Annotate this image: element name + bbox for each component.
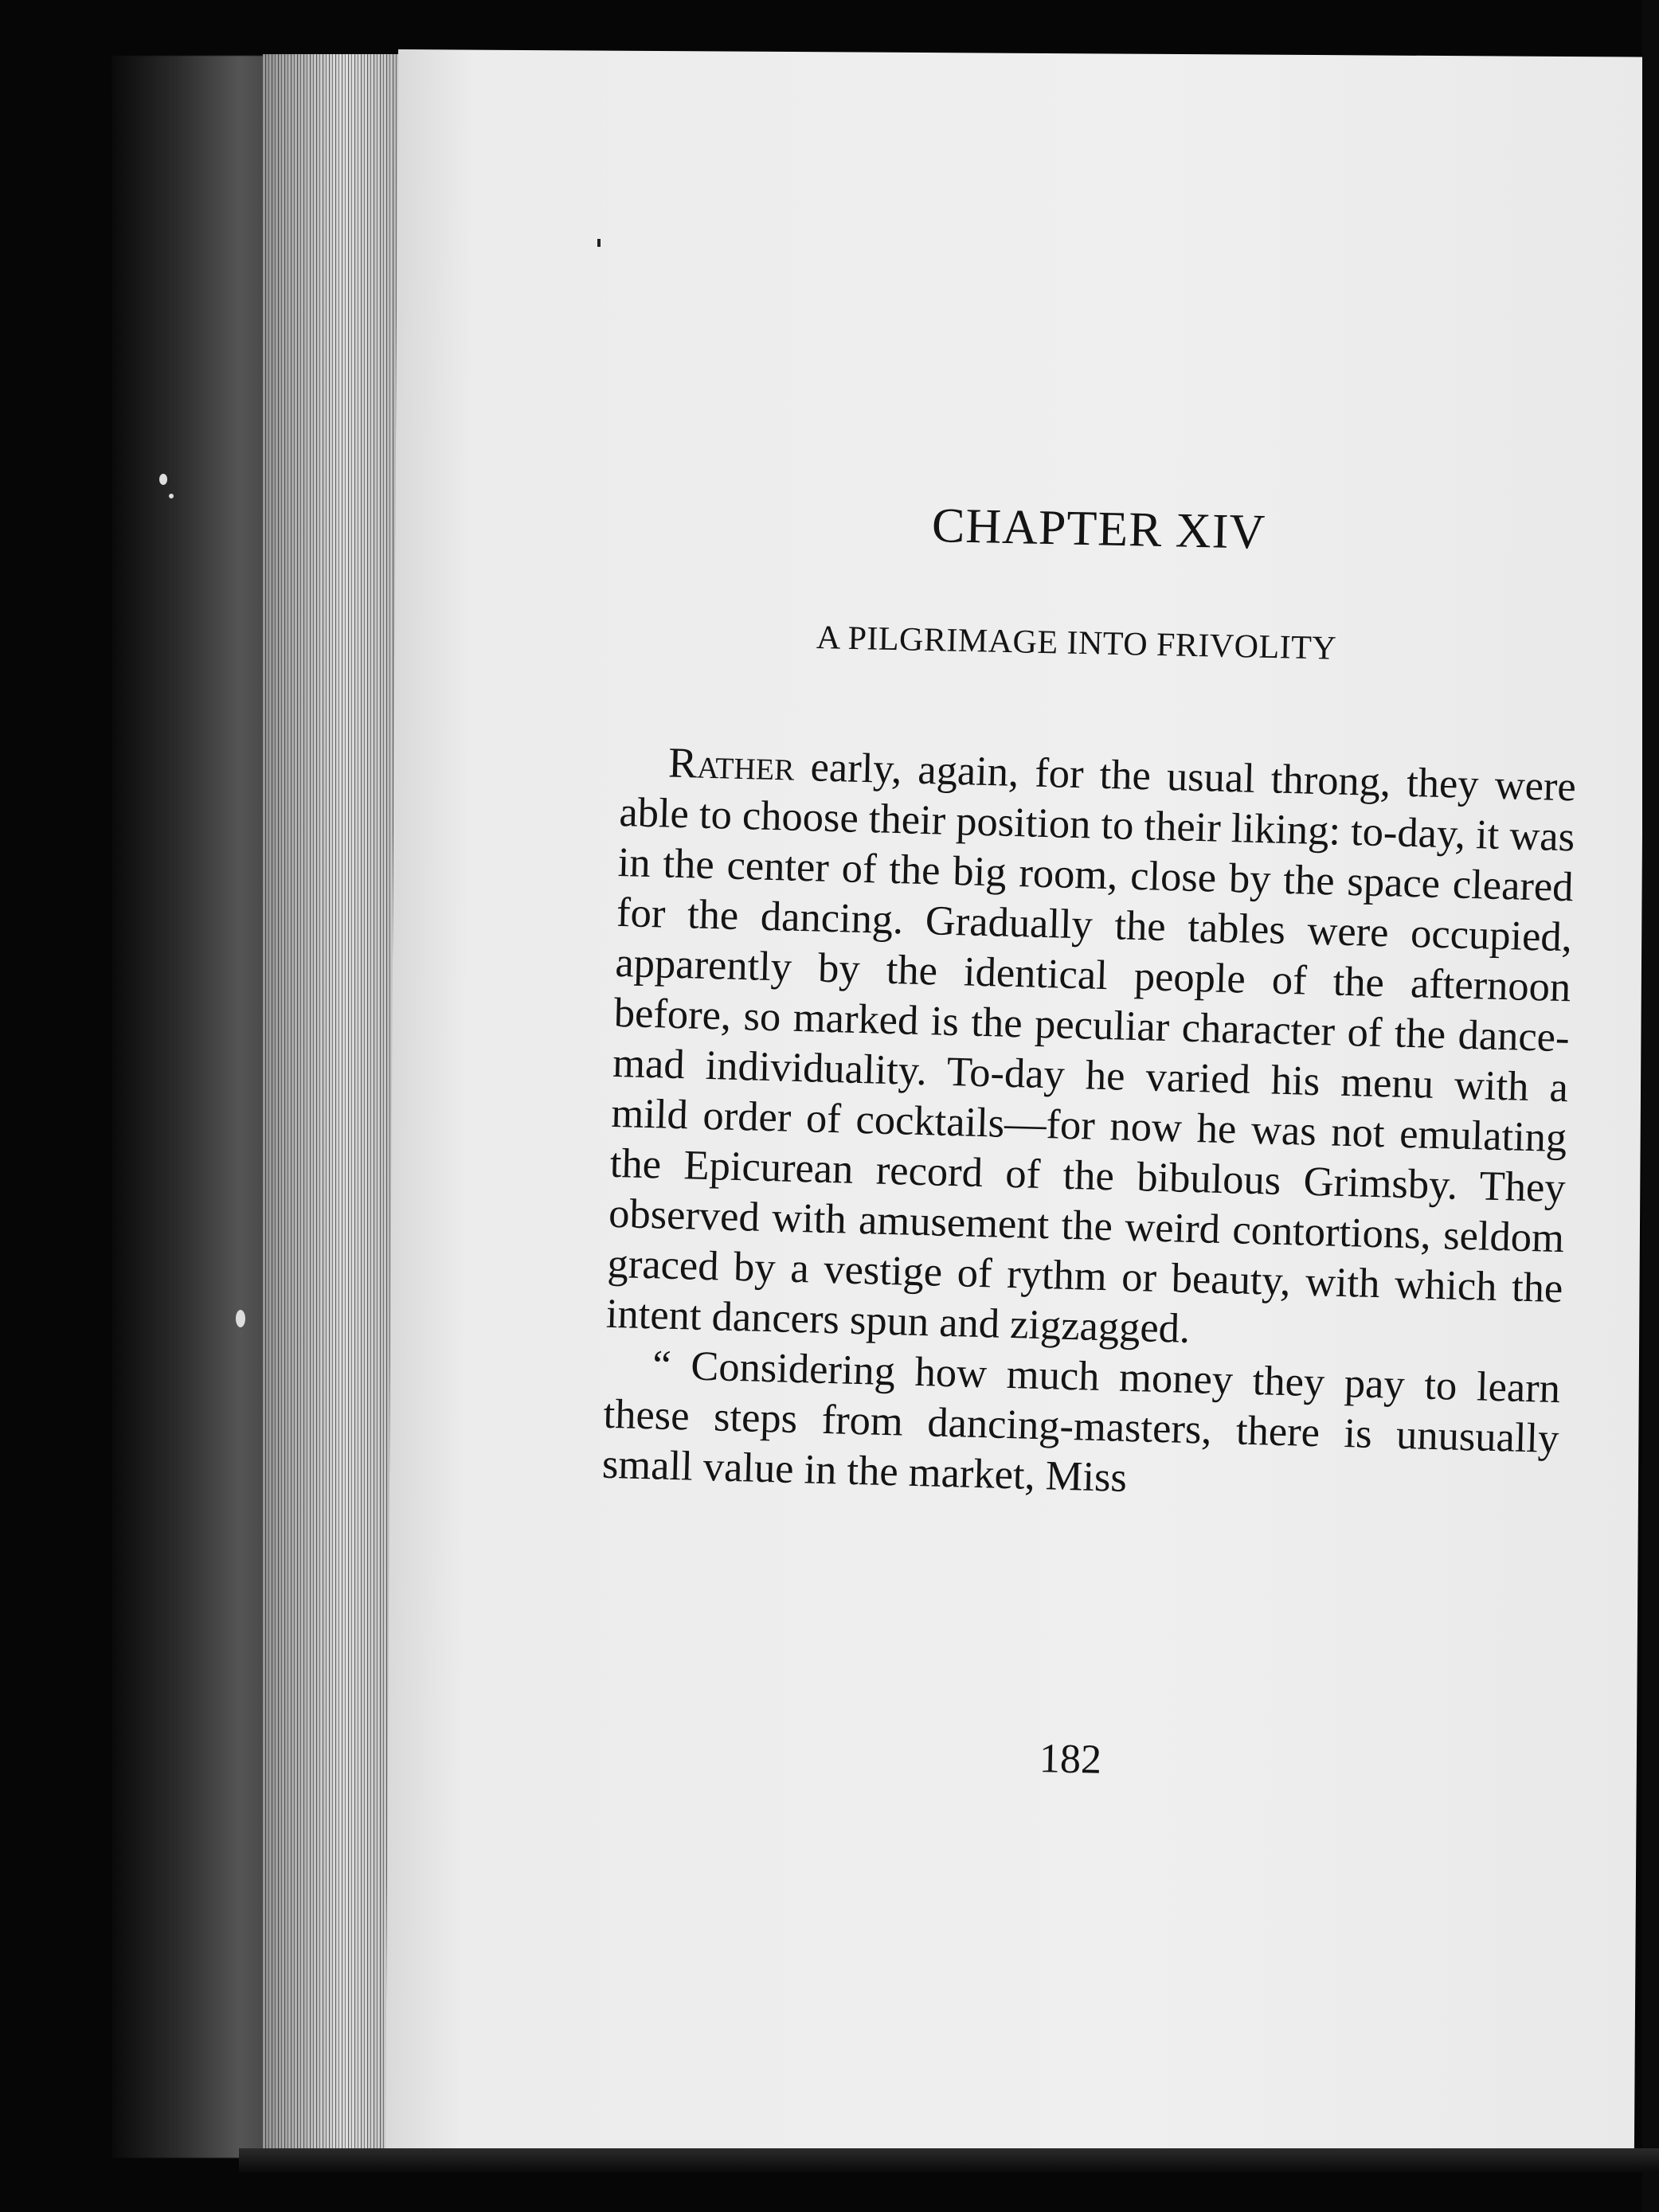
paragraph-text: “ Considering how much money they pay to learn these steps from dancing-masters, there is unusually small value in the market, Miss xyxy=(601,1342,1561,1501)
ink-mark xyxy=(597,239,601,247)
scan-border-bottom xyxy=(239,2148,1659,2172)
dust-speck xyxy=(159,474,167,485)
paragraph-1 xyxy=(605,737,1576,1364)
chapter-subtitle: A PILGRIMAGE INTO FRIVOLITY xyxy=(816,619,1337,667)
page-edges-shadow xyxy=(263,54,398,2148)
dust-speck xyxy=(236,1310,245,1327)
chapter-title: CHAPTER XIV xyxy=(931,498,1266,560)
paragraph-text: early, again, for the usual throng, they were able to choose their position to their liking: to-day, it was in the center of the big room, close by the space cleared for the dancing. Gradually the tables were occupied, apparently by the identical people of the afternoon before, so marked is the peculiar character of the dance-mad individuality. To-day he varied his menu with a mild order of cocktails—for now he was not emulating the Epicurean record of the bibulous Grimsby. They observed with amusement the weird contortions, seldom graced by a vestige of rythm or beauty, with which the intent dancers spun and zigzagged. xyxy=(605,743,1577,1352)
scan-border-right xyxy=(1642,0,1659,2212)
paragraph-lead-word: Rather xyxy=(667,738,796,790)
page-number: 182 xyxy=(1039,1736,1102,1783)
paragraph-2 xyxy=(601,1339,1561,1514)
dust-speck xyxy=(169,494,174,498)
body-text xyxy=(601,737,1576,1514)
